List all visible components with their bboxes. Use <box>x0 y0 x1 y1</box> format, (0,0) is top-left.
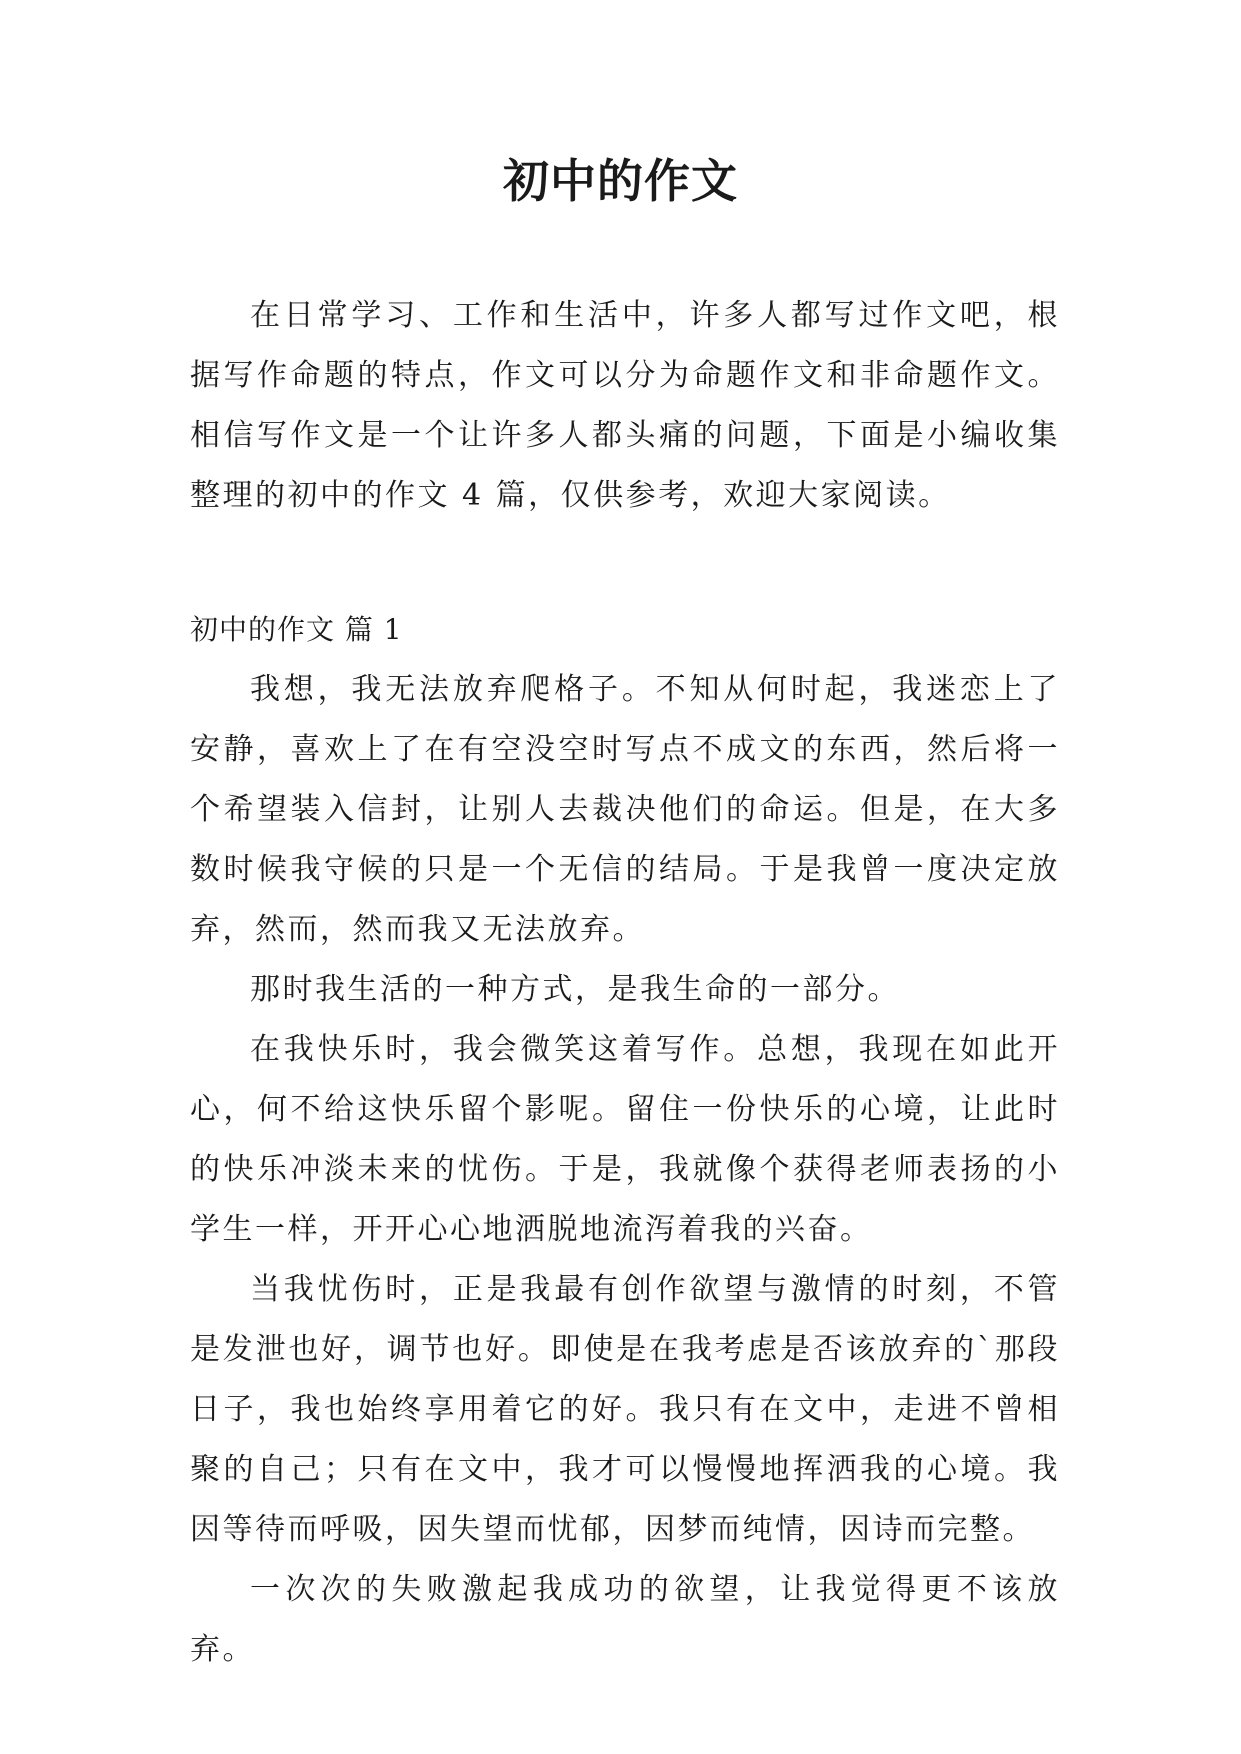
body-paragraph: 我想，我无法放弃爬格子。不知从何时起，我迷恋上了安静，喜欢上了在有空没空时写点不成文的东西，然后将一个希望装入信封，让别人去裁决他们的命运。但是，在大多数时候我守候的只是一个无信的结局。于是我曾一度决定放弃，然而，然而我又无法放弃。 <box>190 672 1060 947</box>
intro-paragraph: 在日常学习、工作和生活中，许多人都写过作文吧，根据写作命题的特点，作文可以分为命题作文和非命题作文。相信写作文是一个让许多人都头痛的问题，下面是小编收集整理的初中的作文 4 篇，仅供参考，欢迎大家阅读。 <box>190 298 1060 513</box>
section-heading: 初中的作文 篇 1 <box>190 613 403 646</box>
document-body <box>190 286 1060 1680</box>
body-paragraph: 一次次的失败激起我成功的欲望，让我觉得更不该放弃。 <box>190 1572 1060 1667</box>
body-paragraph: 在我快乐时，我会微笑这着写作。总想，我现在如此开心，何不给这快乐留个影呢。留住一份快乐的心境，让此时的快乐冲淡未来的忧伤。于是，我就像个获得老师表扬的小学生一样，开开心心地洒脱地流泻着我的兴奋。 <box>190 1032 1060 1247</box>
body-paragraph: 那时我生活的一种方式，是我生命的一部分。 <box>250 972 900 1007</box>
body-paragraph: 当我忧伤时，正是我最有创作欲望与激情的时刻，不管是发泄也好，调节也好。即使是在我考虑是否该放弃的`那段日子，我也始终享用着它的好。我只有在文中，走进不曾相聚的自己；只有在文中，我才可以慢慢地挥洒我的心境。我因等待而呼吸，因失望而忧郁，因梦而纯情，因诗而完整。 <box>190 1272 1060 1547</box>
document-title: 初中的作文 <box>503 154 738 208</box>
